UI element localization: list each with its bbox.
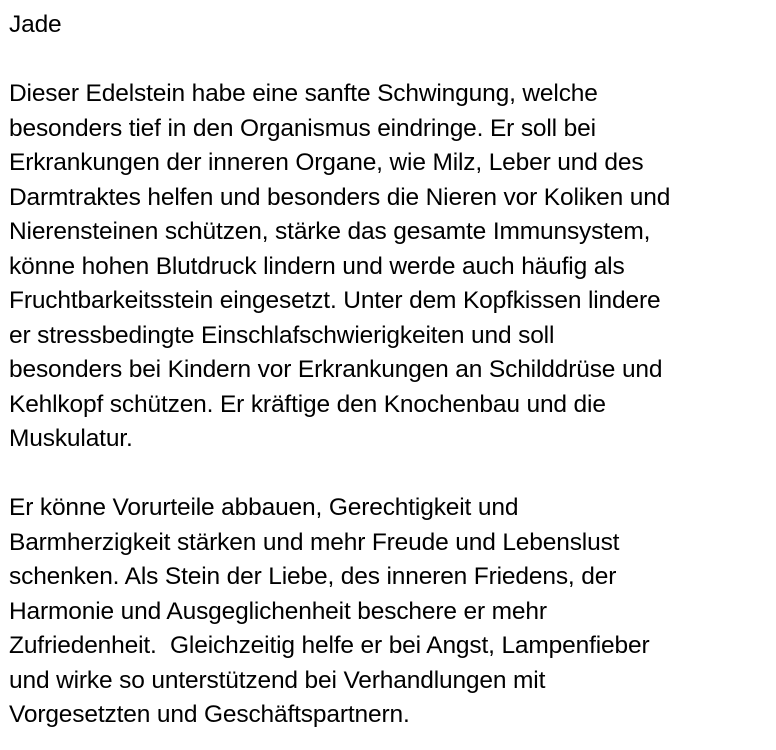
blank-line bbox=[9, 457, 773, 492]
text-line: besonders bei Kindern vor Erkrankungen an Schilddrüse und bbox=[9, 356, 663, 383]
text-line: schenken. Als Stein der Liebe, des inneren Friedens, der bbox=[9, 563, 617, 590]
text-line: er stressbedingte Einschlafschwierigkeiten und soll bbox=[9, 321, 555, 349]
text-line: Kehlkopf schützen. Er kräftige den Knochenbau und die bbox=[9, 390, 606, 418]
text-line: Erkrankungen der inneren Organe, wie Milz, Leber und des bbox=[9, 149, 644, 176]
text-line: Barmherzigkeit stärken und mehr Freude und Lebenslust bbox=[9, 528, 620, 556]
text-line: Fruchtbarkeitsstein eingesetzt. Unter dem Kopfkissen lindere bbox=[9, 287, 661, 314]
text-line: Er könne Vorurteile abbauen, Gerechtigkeit und bbox=[9, 494, 519, 521]
text-line: Harmonie und Ausgeglichenheit beschere er mehr bbox=[9, 597, 547, 625]
text-line: Zufriedenheit. Gleichzeitig helfe er bei Angst, Lampenfieber bbox=[9, 632, 650, 659]
text-line: Dieser Edelstein habe eine sanfte Schwingung, welche bbox=[9, 80, 598, 107]
text-line: könne hohen Blutdruck lindern und werde auch häufig als bbox=[9, 252, 625, 280]
note-title: Jade bbox=[9, 11, 62, 38]
text-line: Muskulatur. bbox=[9, 425, 133, 452]
text-line: Nierensteinen schützen, stärke das gesamte Immunsystem, bbox=[9, 218, 651, 245]
text-line: Darmtraktes helfen und besonders die Nieren vor Koliken und bbox=[9, 183, 671, 211]
text-line: Vorgesetzten und Geschäftspartnern. bbox=[9, 701, 410, 728]
paragraph-1 bbox=[9, 77, 773, 457]
paragraph-2 bbox=[9, 491, 773, 733]
blank-line bbox=[9, 43, 773, 78]
text-line: besonders tief in den Organismus eindringe. Er soll bei bbox=[9, 114, 596, 142]
text-line: und wirke so unterstützend bei Verhandlungen mit bbox=[9, 666, 546, 694]
note-body[interactable] bbox=[9, 8, 773, 733]
